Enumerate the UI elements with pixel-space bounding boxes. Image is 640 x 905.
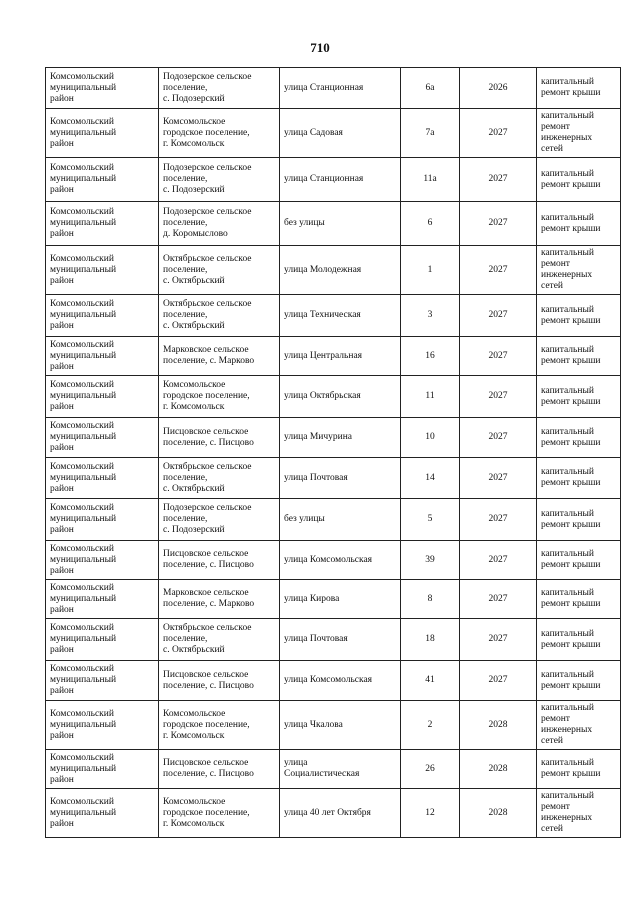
cell-house-number: 1: [401, 246, 460, 295]
cell-settlement: Октябрьское сельское поселение, с. Октябрьский: [159, 295, 280, 337]
table-row: [46, 158, 621, 202]
cell-work-type: капитальный ремонт крыши: [537, 619, 621, 661]
table-row: [46, 750, 621, 789]
cell-work-type: капитальный ремонт крыши: [537, 376, 621, 418]
cell-street: без улицы: [280, 202, 401, 246]
cell-settlement: Марковское сельское поселение, с. Марково: [159, 580, 280, 619]
table-row: [46, 701, 621, 750]
cell-work-type: капитальный ремонт крыши: [537, 458, 621, 499]
cell-district: Комсомольский муниципальный район: [46, 789, 159, 838]
cell-work-type: капитальный ремонт крыши: [537, 337, 621, 376]
table-body: [46, 68, 621, 838]
table-row: [46, 580, 621, 619]
table-row: [46, 619, 621, 661]
table-row: [46, 337, 621, 376]
cell-district: Комсомольский муниципальный район: [46, 295, 159, 337]
cell-year: 2027: [460, 418, 537, 458]
cell-street: улица Почтовая: [280, 458, 401, 499]
cell-work-type: капитальный ремонт инженерных сетей: [537, 701, 621, 750]
cell-year: 2027: [460, 337, 537, 376]
table-row: [46, 661, 621, 701]
repair-schedule-table: [45, 67, 621, 838]
cell-street: улица Социалистическая: [280, 750, 401, 789]
cell-district: Комсомольский муниципальный район: [46, 68, 159, 109]
cell-street: улица Комсомольская: [280, 661, 401, 701]
cell-work-type: капитальный ремонт крыши: [537, 541, 621, 580]
cell-settlement: Марковское сельское поселение, с. Марково: [159, 337, 280, 376]
table-row: [46, 68, 621, 109]
cell-district: Комсомольский муниципальный район: [46, 701, 159, 750]
cell-settlement: Писцовское сельское поселение, с. Писцово: [159, 418, 280, 458]
cell-district: Комсомольский муниципальный район: [46, 458, 159, 499]
cell-house-number: 11а: [401, 158, 460, 202]
cell-year: 2027: [460, 619, 537, 661]
cell-house-number: 10: [401, 418, 460, 458]
cell-year: 2027: [460, 499, 537, 541]
cell-house-number: 14: [401, 458, 460, 499]
cell-settlement: Подозерское сельское поселение, д. Коромыслово: [159, 202, 280, 246]
table-row: [46, 789, 621, 838]
cell-settlement: Комсомольское городское поселение, г. Комсомольск: [159, 789, 280, 838]
cell-house-number: 2: [401, 701, 460, 750]
cell-house-number: 26: [401, 750, 460, 789]
cell-house-number: 5: [401, 499, 460, 541]
cell-street: улица Садовая: [280, 109, 401, 158]
cell-year: 2027: [460, 202, 537, 246]
cell-house-number: 18: [401, 619, 460, 661]
cell-work-type: капитальный ремонт крыши: [537, 750, 621, 789]
cell-street: улица Комсомольская: [280, 541, 401, 580]
cell-year: 2027: [460, 541, 537, 580]
cell-district: Комсомольский муниципальный район: [46, 541, 159, 580]
cell-work-type: капитальный ремонт крыши: [537, 661, 621, 701]
cell-district: Комсомольский муниципальный район: [46, 109, 159, 158]
cell-street: улица Техническая: [280, 295, 401, 337]
cell-year: 2026: [460, 68, 537, 109]
table-row: [46, 246, 621, 295]
table-row: [46, 418, 621, 458]
cell-year: 2028: [460, 789, 537, 838]
cell-street: улица Мичурина: [280, 418, 401, 458]
cell-street: без улицы: [280, 499, 401, 541]
cell-year: 2027: [460, 295, 537, 337]
cell-street: улица Станционная: [280, 158, 401, 202]
cell-year: 2027: [460, 661, 537, 701]
cell-work-type: капитальный ремонт крыши: [537, 158, 621, 202]
cell-house-number: 8: [401, 580, 460, 619]
cell-work-type: капитальный ремонт инженерных сетей: [537, 109, 621, 158]
cell-street: улица Чкалова: [280, 701, 401, 750]
cell-year: 2028: [460, 750, 537, 789]
table-row: [46, 202, 621, 246]
table-row: [46, 376, 621, 418]
cell-year: 2027: [460, 580, 537, 619]
cell-settlement: Писцовское сельское поселение, с. Писцово: [159, 541, 280, 580]
cell-settlement: Комсомольское городское поселение, г. Комсомольск: [159, 109, 280, 158]
cell-district: Комсомольский муниципальный район: [46, 337, 159, 376]
cell-work-type: капитальный ремонт инженерных сетей: [537, 246, 621, 295]
cell-settlement: Подозерское сельское поселение, с. Подозерский: [159, 158, 280, 202]
cell-house-number: 41: [401, 661, 460, 701]
cell-district: Комсомольский муниципальный район: [46, 418, 159, 458]
cell-settlement: Комсомольское городское поселение, г. Комсомольск: [159, 701, 280, 750]
table-row: [46, 499, 621, 541]
cell-year: 2027: [460, 458, 537, 499]
cell-district: Комсомольский муниципальный район: [46, 376, 159, 418]
cell-house-number: 6а: [401, 68, 460, 109]
table-row: [46, 541, 621, 580]
cell-work-type: капитальный ремонт крыши: [537, 580, 621, 619]
cell-district: Комсомольский муниципальный район: [46, 661, 159, 701]
cell-year: 2027: [460, 158, 537, 202]
cell-district: Комсомольский муниципальный район: [46, 499, 159, 541]
cell-settlement: Подозерское сельское поселение, с. Подозерский: [159, 499, 280, 541]
cell-settlement: Писцовское сельское поселение, с. Писцово: [159, 661, 280, 701]
cell-work-type: капитальный ремонт крыши: [537, 295, 621, 337]
cell-district: Комсомольский муниципальный район: [46, 246, 159, 295]
cell-work-type: капитальный ремонт крыши: [537, 418, 621, 458]
cell-work-type: капитальный ремонт крыши: [537, 68, 621, 109]
cell-district: Комсомольский муниципальный район: [46, 158, 159, 202]
cell-street: улица Кирова: [280, 580, 401, 619]
cell-street: улица Молодежная: [280, 246, 401, 295]
table-row: [46, 295, 621, 337]
cell-house-number: 12: [401, 789, 460, 838]
cell-house-number: 39: [401, 541, 460, 580]
cell-settlement: Октябрьское сельское поселение, с. Октябрьский: [159, 458, 280, 499]
table-row: [46, 458, 621, 499]
cell-settlement: Октябрьское сельское поселение, с. Октябрьский: [159, 619, 280, 661]
cell-house-number: 3: [401, 295, 460, 337]
cell-settlement: Подозерское сельское поселение, с. Подозерский: [159, 68, 280, 109]
page-number: 710: [310, 40, 330, 55]
cell-district: Комсомольский муниципальный район: [46, 580, 159, 619]
cell-house-number: 16: [401, 337, 460, 376]
cell-year: 2027: [460, 246, 537, 295]
cell-street: улица Центральная: [280, 337, 401, 376]
cell-street: улица Почтовая: [280, 619, 401, 661]
cell-house-number: 6: [401, 202, 460, 246]
cell-street: улица Октябрьская: [280, 376, 401, 418]
cell-house-number: 7а: [401, 109, 460, 158]
cell-work-type: капитальный ремонт инженерных сетей: [537, 789, 621, 838]
cell-work-type: капитальный ремонт крыши: [537, 499, 621, 541]
cell-settlement: Комсомольское городское поселение, г. Комсомольск: [159, 376, 280, 418]
cell-year: 2028: [460, 701, 537, 750]
cell-street: улица Станционная: [280, 68, 401, 109]
cell-year: 2027: [460, 109, 537, 158]
cell-year: 2027: [460, 376, 537, 418]
cell-settlement: Писцовское сельское поселение, с. Писцово: [159, 750, 280, 789]
cell-district: Комсомольский муниципальный район: [46, 750, 159, 789]
cell-district: Комсомольский муниципальный район: [46, 202, 159, 246]
cell-street: улица 40 лет Октября: [280, 789, 401, 838]
table-row: [46, 109, 621, 158]
cell-settlement: Октябрьское сельское поселение, с. Октябрьский: [159, 246, 280, 295]
cell-district: Комсомольский муниципальный район: [46, 619, 159, 661]
cell-work-type: капитальный ремонт крыши: [537, 202, 621, 246]
cell-house-number: 11: [401, 376, 460, 418]
